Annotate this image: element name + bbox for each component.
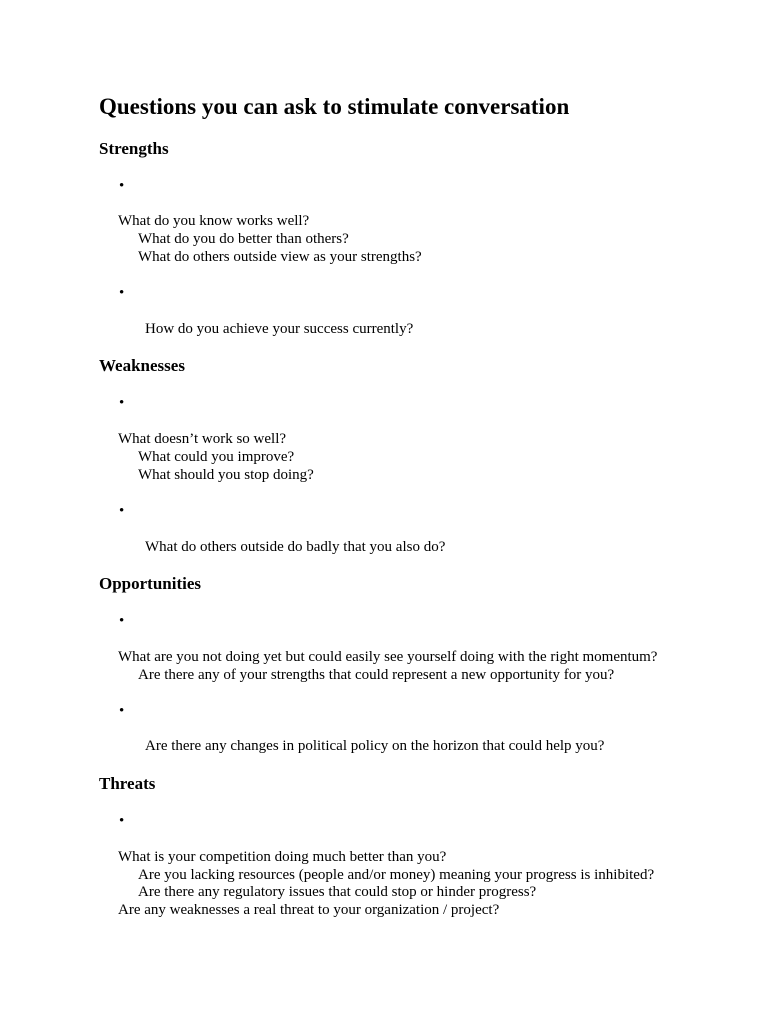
question-text: What do others outside do badly that you also do? [145,539,446,555]
section-heading-opportunities: Opportunities [99,574,202,593]
question-text: What do you know works well? [118,213,310,229]
question-text: What do others outside view as your strengths? [138,249,422,265]
section-heading-strengths: Strengths [99,139,169,158]
bullet-marker: • [119,703,125,719]
question-text: What is your competition doing much better than you? [118,849,447,865]
question-text: What should you stop doing? [138,467,314,483]
section-heading-threats: Threats [99,774,156,793]
section-heading-weaknesses: Weaknesses [99,356,185,375]
bullet-marker: • [119,285,125,301]
question-text: Are any weaknesses a real threat to your organization / project? [118,902,500,918]
question-text: Are there any of your strengths that could represent a new opportunity for you? [138,667,615,683]
question-text: Are there any changes in political policy on the horizon that could help you? [145,738,605,754]
question-text: What do you do better than others? [138,231,349,247]
bullet-marker: • [119,395,125,411]
question-text: What doesn’t work so well? [118,431,287,447]
page-title: Questions you can ask to stimulate conversation [99,94,570,119]
question-text: What are you not doing yet but could easily see yourself doing with the right momentum? [118,649,658,665]
bullet-marker: • [119,813,125,829]
question-text: Are you lacking resources (people and/or money) meaning your progress is inhibited? [138,867,655,883]
question-text: Are there any regulatory issues that could stop or hinder progress? [138,884,537,900]
bullet-marker: • [119,503,125,519]
question-text: How do you achieve your success currently? [145,321,414,337]
bullet-marker: • [119,613,125,629]
bullet-marker: • [119,178,125,194]
question-text: What could you improve? [138,449,295,465]
